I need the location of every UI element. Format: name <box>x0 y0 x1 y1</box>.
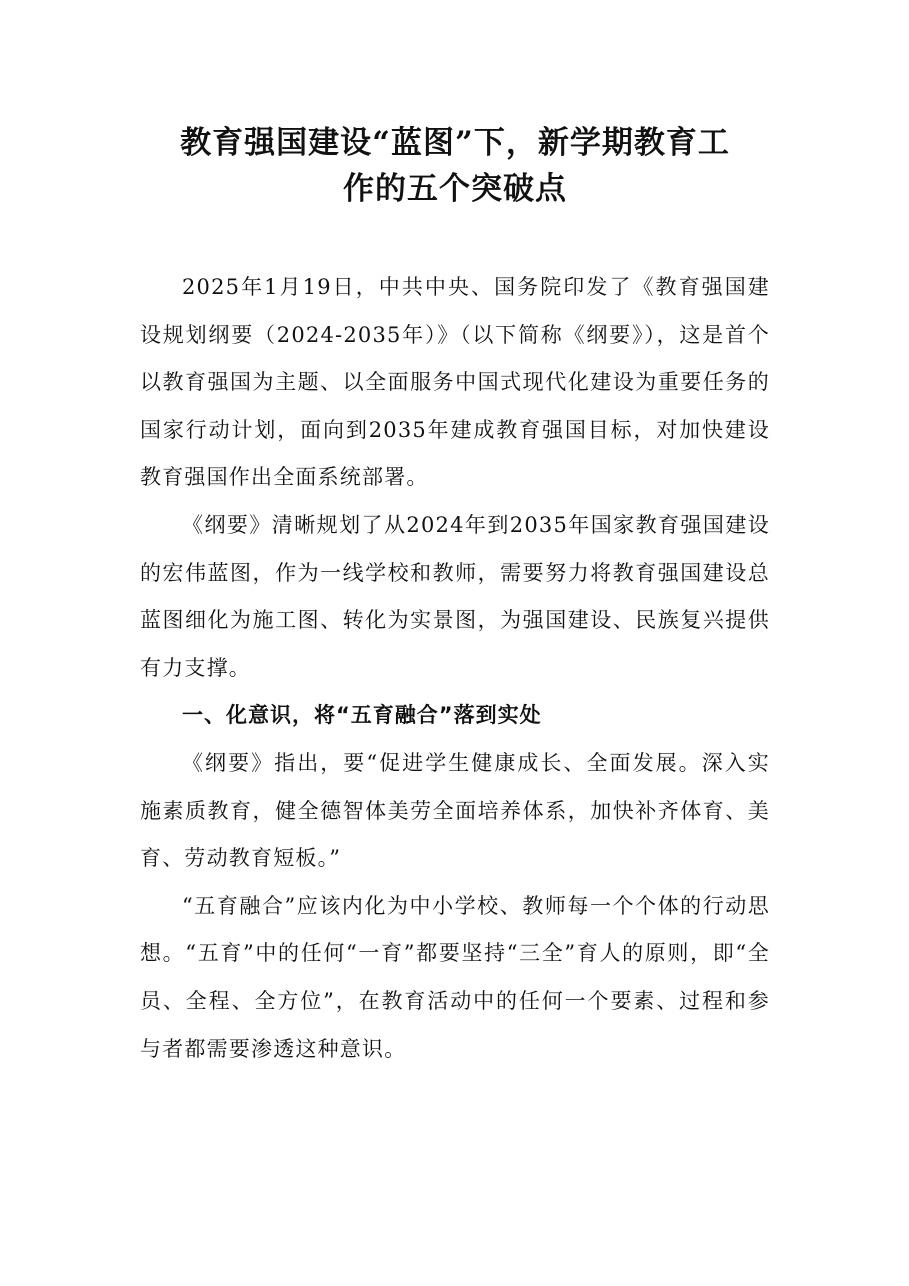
document-body <box>140 264 770 1073</box>
title-line-2: 作的五个突破点 <box>343 171 567 207</box>
document-title <box>140 120 770 212</box>
paragraph: 《纲要》清晰规划了从2024年到2035年国家教育强国建设的宏伟蓝图，作为一线学校和教师，需要努力将教育强国建设总蓝图细化为施工图、转化为实景图，为强国建设、民族复兴提供有力支撑。 <box>140 512 770 680</box>
paragraph: 2025年1月19日，中共中央、国务院印发了《教育强国建设规划纲要（2024-2035年）》（以下简称《纲要》），这是首个以教育强国为主题、以全面服务中国式现代化建设为重要任务的国家行动计划，面向到2035年建成教育强国目标，对加快建设教育强国作出全面系统部署。 <box>140 275 770 490</box>
paragraph: 《纲要》指出，要“促进学生健康成长、全面发展。深入实施素质教育，健全德智体美劳全面培养体系，加快补齐体育、美育、劳动教育短板。” <box>140 750 770 871</box>
title-line-1: 教育强国建设“蓝图”下，新学期教育工 <box>180 125 730 161</box>
paragraph: “五育融合”应该内化为中小学校、教师每一个个体的行动思想。“五育”中的任何“一育”都要坚持“三全”育人的原则，即“全员、全程、全方位”，在教育活动中的任何一个要素、过程和参与者都需要渗透这种意识。 <box>140 893 770 1061</box>
section-heading: 一、化意识，将“五育融合”落到实处 <box>182 703 542 728</box>
